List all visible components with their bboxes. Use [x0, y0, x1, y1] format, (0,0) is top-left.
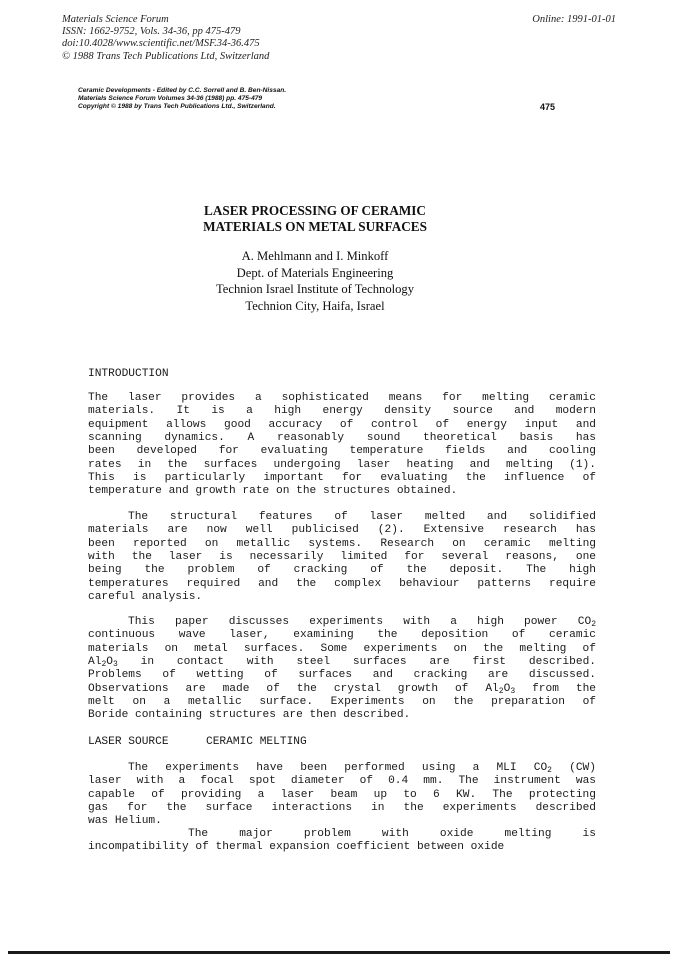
- paper-title: [0, 203, 630, 235]
- page-number: 475: [540, 102, 556, 112]
- text-line: capable of providing a laser beam up to 6 KW. The protecting: [88, 788, 596, 801]
- text-line: [88, 683, 596, 696]
- online-date: Online: 1991-01-01: [532, 14, 616, 25]
- text-span: The experiments have been performed using a MLI CO: [128, 762, 548, 774]
- issn-line: ISSN: 1662-9752, Vols. 34-36, pp 475-479: [62, 26, 241, 38]
- text-line: [128, 616, 596, 629]
- text-line: The major problem with oxide melting is: [188, 828, 596, 840]
- publication-metadata: [62, 14, 269, 63]
- paragraph-1: [88, 392, 596, 512]
- doi-line[interactable]: doi:10.4028/www.scientific.net/MSF.34-36.475: [62, 38, 260, 50]
- text-line: melt on a metallic surface. Experiments on the preparation of: [88, 695, 596, 708]
- subscript: 2: [547, 766, 552, 775]
- author-department: Dept. of Materials Engineering: [236, 265, 394, 280]
- running-header: [78, 87, 286, 111]
- text-line: temperature and growth rate on the structures obtained.: [88, 485, 458, 498]
- text-line: [88, 656, 596, 669]
- text-line: been developed for evaluating temperature fields and cooling: [88, 445, 596, 458]
- text-line: rates in the surfaces undergoing laser heating and melting (1).: [88, 458, 596, 471]
- text-line: Problems of wetting of surfaces and cracking are discussed.: [88, 669, 596, 682]
- text-span: (CW): [551, 762, 596, 774]
- page-bottom-rule: [8, 951, 670, 954]
- text-line: materials on metal surfaces. Some experiments on the melting of: [88, 642, 596, 655]
- text-line: laser with a focal spot diameter of 0.4 mm. The instrument was: [88, 775, 596, 788]
- text-line: with the laser is necessarily limited for several reasons, one: [88, 550, 596, 563]
- paragraph-2: [88, 511, 596, 611]
- text-line: scanning dynamics. A reasonably sound theoretical basis has: [88, 431, 596, 444]
- subscript: 2: [101, 659, 107, 669]
- header-line-3: Copyright © 1988 by Trans Tech Publications Ltd., Switzerland.: [78, 103, 276, 110]
- text-span: O: [503, 682, 511, 695]
- text-line: materials. It is a high energy density source and modern: [88, 405, 596, 418]
- journal-name: Materials Science Forum: [62, 14, 169, 25]
- section-heading-introduction: INTRODUCTION: [88, 368, 169, 380]
- text-line: This is particularly important for evaluating the influence of: [88, 471, 596, 484]
- header-line-2: Materials Science Forum Volumes 34-36 (1988) pp. 475-479: [78, 95, 263, 102]
- text-line: materials are now well publicised (2). Extensive research has: [88, 524, 596, 537]
- text-line: incompatibility of thermal expansion coefficient between oxide: [88, 841, 505, 854]
- author-block: [0, 248, 630, 314]
- paragraph-4: [88, 762, 596, 834]
- paragraph-5: [88, 828, 596, 858]
- subscript: 2: [498, 686, 504, 696]
- text-line: The laser provides a sophisticated means for melting ceramic: [88, 392, 596, 404]
- subscript: 2: [591, 620, 596, 629]
- author-institute: Technion Israel Institute of Technology: [215, 282, 415, 296]
- text-span: Observations are made of the crystal growth of Al: [88, 682, 499, 695]
- text-line: gas for the surface interactions in the experiments described: [88, 801, 596, 814]
- text-span: This paper discusses experiments with a high power CO: [128, 616, 592, 628]
- text-span: in contact with steel surfaces are first described.: [117, 655, 596, 668]
- header-line-1: Ceramic Developments - Edited by C.C. Sorrell and B. Ben-Nissan.: [78, 87, 287, 94]
- title-line-2: MATERIALS ON METAL SURFACES: [203, 219, 427, 234]
- author-city: Technion City, Haifa, Israel: [245, 298, 385, 313]
- text-line: equipment allows good accuracy of control of energy input and: [88, 418, 596, 431]
- text-line: being the problem of cracking of the deposit. The high: [88, 564, 596, 577]
- text-line: Boride containing structures are then described.: [88, 709, 411, 722]
- text-line: [128, 762, 596, 775]
- text-span: from the: [515, 682, 596, 695]
- paragraph-3: [88, 616, 596, 728]
- title-line-1: LASER PROCESSING OF CERAMIC: [204, 203, 426, 218]
- text-line: temperatures required and the complex behaviour patterns require: [88, 577, 596, 590]
- section-heading-laser-source: LASER SOURCE: [88, 736, 169, 748]
- text-line: The structural features of laser melted and solidified: [128, 511, 596, 523]
- section-heading-ceramic-melting: CERAMIC MELTING: [206, 736, 307, 748]
- text-line: was Helium.: [88, 815, 162, 828]
- copyright-line: © 1988 Trans Tech Publications Ltd, Switzerland: [62, 50, 270, 62]
- subscript: 3: [112, 659, 118, 669]
- text-line: careful analysis.: [88, 590, 203, 603]
- subscript: 3: [510, 686, 516, 696]
- text-span: Al: [88, 655, 102, 668]
- author-names: A. Mehlmann and I. Minkoff: [241, 249, 389, 263]
- text-span: O: [106, 655, 113, 668]
- text-line: been reported on metallic systems. Research on ceramic melting: [88, 537, 596, 550]
- text-line: continuous wave laser, examining the deposition of ceramic: [88, 629, 596, 642]
